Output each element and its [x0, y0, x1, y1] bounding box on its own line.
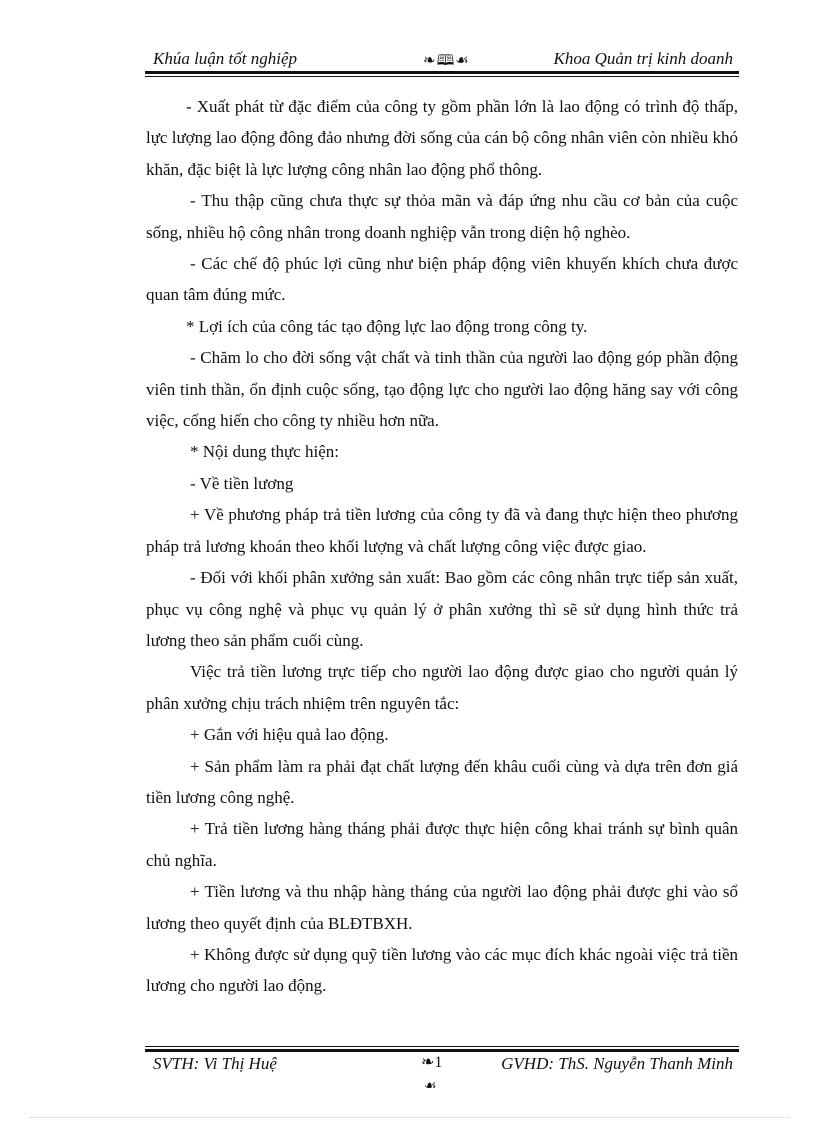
- footer-student-label: SVTH: Vi Thị Huệ: [153, 1054, 277, 1073]
- paragraph: + Trả tiền lương hàng tháng phải được thực hiện công khai tránh sự bình quân chủ nghĩa.: [146, 819, 738, 870]
- paragraph: - Xuất phát từ đặc điểm của công ty gồm phần lớn là lao động có trình độ thấp, lực lượng lao động đông đảo nhưng đời sống của cán bộ công nhân viên còn nhiều khó khăn, đặc biệt là lực lượng công nhân lao động phổ thông.: [146, 97, 738, 179]
- paragraph: * Nội dung thực hiện:: [190, 442, 339, 462]
- paragraph: + Tiền lương và thu nhập hàng tháng của người lao động phải được ghi vào sổ lương theo quyết định của BLĐTBXH.: [146, 882, 738, 933]
- header-faculty-label: Khoa Quản trị kinh doanh: [553, 49, 733, 68]
- paragraph: * Lợi ích của công tác tạo động lực lao động trong công ty.: [186, 316, 588, 336]
- paragraph: - Đối với khối phân xưởng sản xuất: Bao gồm các công nhân trực tiếp sản xuất, phục vụ công nghệ và phục vụ quản lý ở phân xưởng thì sẽ sử dụng hình thức trả lương theo sản phẩm cuối cùng.: [146, 568, 738, 650]
- paragraph: + Gắn với hiệu quả lao động.: [190, 725, 389, 745]
- header-rule: [145, 71, 739, 74]
- bottom-ornament-icon: ☙: [424, 1079, 437, 1094]
- paragraph: Việc trả tiền lương trực tiếp cho người lao động được giao cho người quản lý phân xưởng chịu trách nhiệm trên nguyên tắc:: [146, 662, 738, 713]
- paragraph: - Các chế độ phúc lợi cũng như biện pháp động viên khuyến khích chưa được quan tâm đúng mức.: [146, 254, 738, 305]
- footer-ornament-icon: ❧: [421, 1054, 435, 1071]
- paragraph: + Sản phẩm làm ra phải đạt chất lượng đến khâu cuối cùng và dựa trên đơn giá tiền lương công nghệ.: [146, 756, 738, 807]
- paragraph: + Về phương pháp trả tiền lương của công ty đã và đang thực hiện theo phương pháp trả lương khoán theo khối lượng và chất lượng công việc được giao.: [146, 505, 738, 556]
- page-number: [421, 1052, 442, 1072]
- header-thesis-label: Khúa luận tốt nghiệp: [153, 49, 298, 68]
- page-number-value: 1: [434, 1054, 443, 1071]
- footer-advisor-label: GVHD: ThS. Nguyễn Thanh Minh: [501, 1054, 733, 1073]
- page-header: [145, 48, 739, 72]
- header-rule-thin: [145, 76, 739, 77]
- paragraph: - Thu thập cũng chưa thực sự thỏa mãn và đáp ứng nhu cầu cơ bản của cuộc sống, nhiều hộ công nhân trong doanh nghiệp vẫn trong diện hộ nghèo.: [146, 191, 738, 242]
- paragraph: - Về tiền lương: [190, 473, 294, 493]
- footer-rule-thin: [145, 1046, 739, 1047]
- body-text: [146, 91, 738, 1002]
- page-footer: [145, 1052, 739, 1080]
- header-ornament-icon: ❧🕮☙: [423, 53, 470, 69]
- page-bottom-dotted-line: [30, 1117, 790, 1118]
- paragraph: - Chăm lo cho đời sống vật chất và tinh thần của người lao động góp phần động viên tinh thần, ổn định cuộc sống, tạo động lực cho người lao động hăng say với công việc, cống hiến cho công ty nhiều hơn nữa.: [146, 348, 738, 431]
- paragraph: + Không được sử dụng quỹ tiền lương vào các mục đích khác ngoài việc trả tiền lương cho người lao động.: [146, 944, 738, 996]
